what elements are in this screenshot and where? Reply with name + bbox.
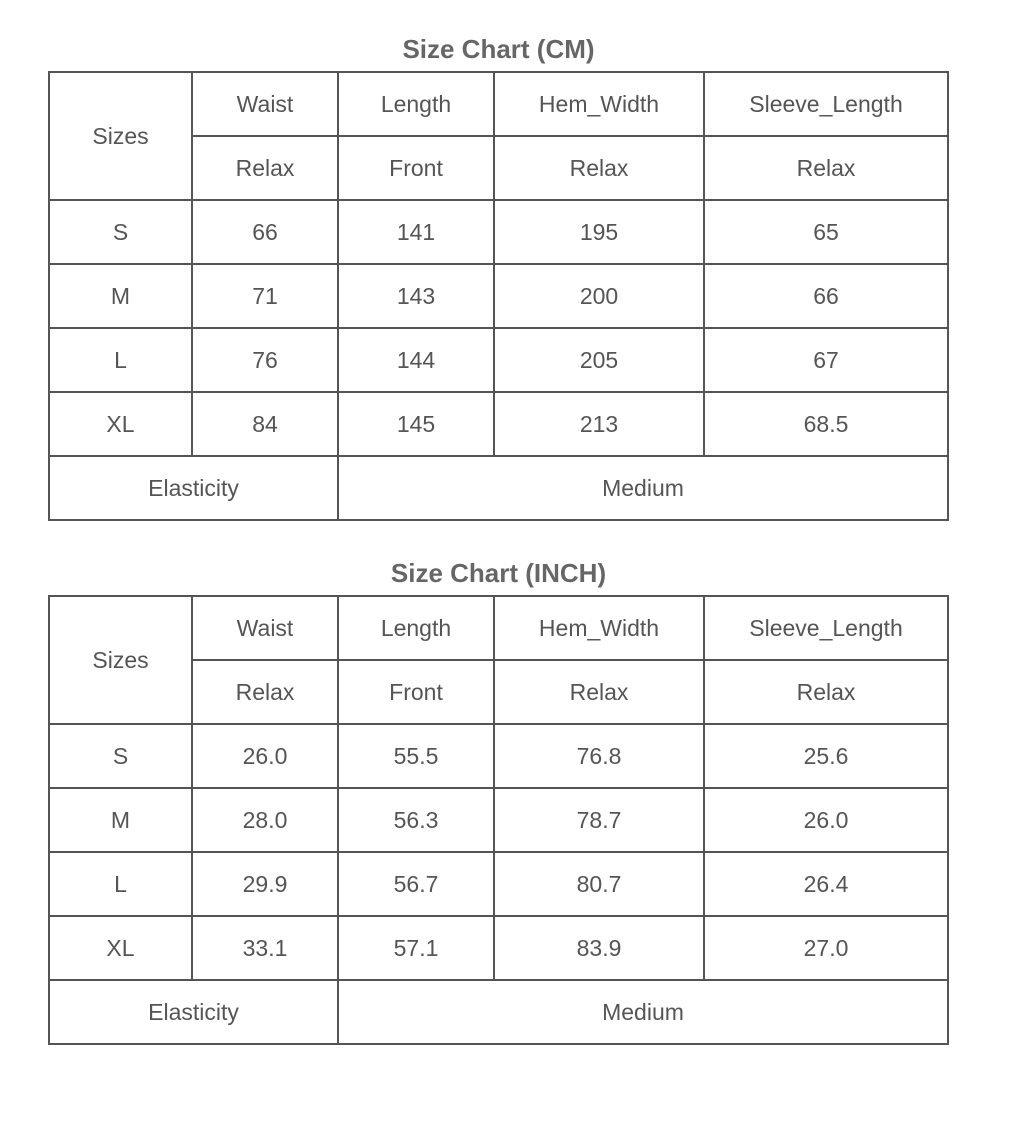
value-cell: 66 [704, 264, 948, 328]
value-cell: 26.0 [704, 788, 948, 852]
size-chart-inch [48, 554, 949, 1045]
subheader-length: Front [338, 136, 494, 200]
table-row [49, 788, 948, 852]
table-row [49, 264, 948, 328]
table-row [49, 852, 948, 916]
value-cell: 25.6 [704, 724, 948, 788]
value-cell: 76.8 [494, 724, 704, 788]
value-cell: 205 [494, 328, 704, 392]
subheader-sleeve-length: Relax [704, 660, 948, 724]
table-row [49, 392, 948, 456]
header-hem-width: Hem_Width [494, 596, 704, 660]
header-row [49, 72, 948, 136]
value-cell: 76 [192, 328, 338, 392]
size-cell: M [49, 264, 192, 328]
footer-row [49, 456, 948, 520]
header-waist: Waist [192, 72, 338, 136]
value-cell: 68.5 [704, 392, 948, 456]
value-cell: 84 [192, 392, 338, 456]
value-cell: 80.7 [494, 852, 704, 916]
subheader-length: Front [338, 660, 494, 724]
value-cell: 26.0 [192, 724, 338, 788]
table-row [49, 328, 948, 392]
sizes-header: Sizes [49, 72, 192, 200]
value-cell: 195 [494, 200, 704, 264]
size-cell: M [49, 788, 192, 852]
header-hem-width: Hem_Width [494, 72, 704, 136]
table-row [49, 200, 948, 264]
value-cell: 56.7 [338, 852, 494, 916]
size-cell: L [49, 852, 192, 916]
chart-title-inch: Size Chart (INCH) [390, 558, 607, 588]
header-row [49, 596, 948, 660]
value-cell: 57.1 [338, 916, 494, 980]
value-cell: 145 [338, 392, 494, 456]
table-row [49, 916, 948, 980]
elasticity-label: Elasticity [49, 980, 338, 1044]
value-cell: 26.4 [704, 852, 948, 916]
value-cell: 33.1 [192, 916, 338, 980]
subheader-hem-width: Relax [494, 136, 704, 200]
chart-title-cm: Size Chart (CM) [402, 34, 595, 64]
size-cell: S [49, 200, 192, 264]
size-cell: S [49, 724, 192, 788]
size-cell: XL [49, 392, 192, 456]
header-length: Length [338, 72, 494, 136]
size-cell: XL [49, 916, 192, 980]
value-cell: 144 [338, 328, 494, 392]
value-cell: 29.9 [192, 852, 338, 916]
subheader-waist: Relax [192, 660, 338, 724]
value-cell: 67 [704, 328, 948, 392]
subheader-waist: Relax [192, 136, 338, 200]
elasticity-label: Elasticity [49, 456, 338, 520]
header-waist: Waist [192, 596, 338, 660]
size-chart-cm [48, 30, 949, 521]
value-cell: 71 [192, 264, 338, 328]
subheader-sleeve-length: Relax [704, 136, 948, 200]
size-cell: L [49, 328, 192, 392]
value-cell: 143 [338, 264, 494, 328]
subheader-hem-width: Relax [494, 660, 704, 724]
table-row [49, 724, 948, 788]
header-length: Length [338, 596, 494, 660]
value-cell: 141 [338, 200, 494, 264]
value-cell: 56.3 [338, 788, 494, 852]
footer-row [49, 980, 948, 1044]
header-sleeve-length: Sleeve_Length [704, 596, 948, 660]
size-table-inch [48, 595, 949, 1045]
size-table-cm [48, 71, 949, 521]
header-sleeve-length: Sleeve_Length [704, 72, 948, 136]
value-cell: 213 [494, 392, 704, 456]
value-cell: 83.9 [494, 916, 704, 980]
value-cell: 27.0 [704, 916, 948, 980]
value-cell: 200 [494, 264, 704, 328]
value-cell: 66 [192, 200, 338, 264]
value-cell: 78.7 [494, 788, 704, 852]
sizes-header: Sizes [49, 596, 192, 724]
elasticity-value: Medium [338, 980, 948, 1044]
value-cell: 28.0 [192, 788, 338, 852]
value-cell: 65 [704, 200, 948, 264]
value-cell: 55.5 [338, 724, 494, 788]
elasticity-value: Medium [338, 456, 948, 520]
